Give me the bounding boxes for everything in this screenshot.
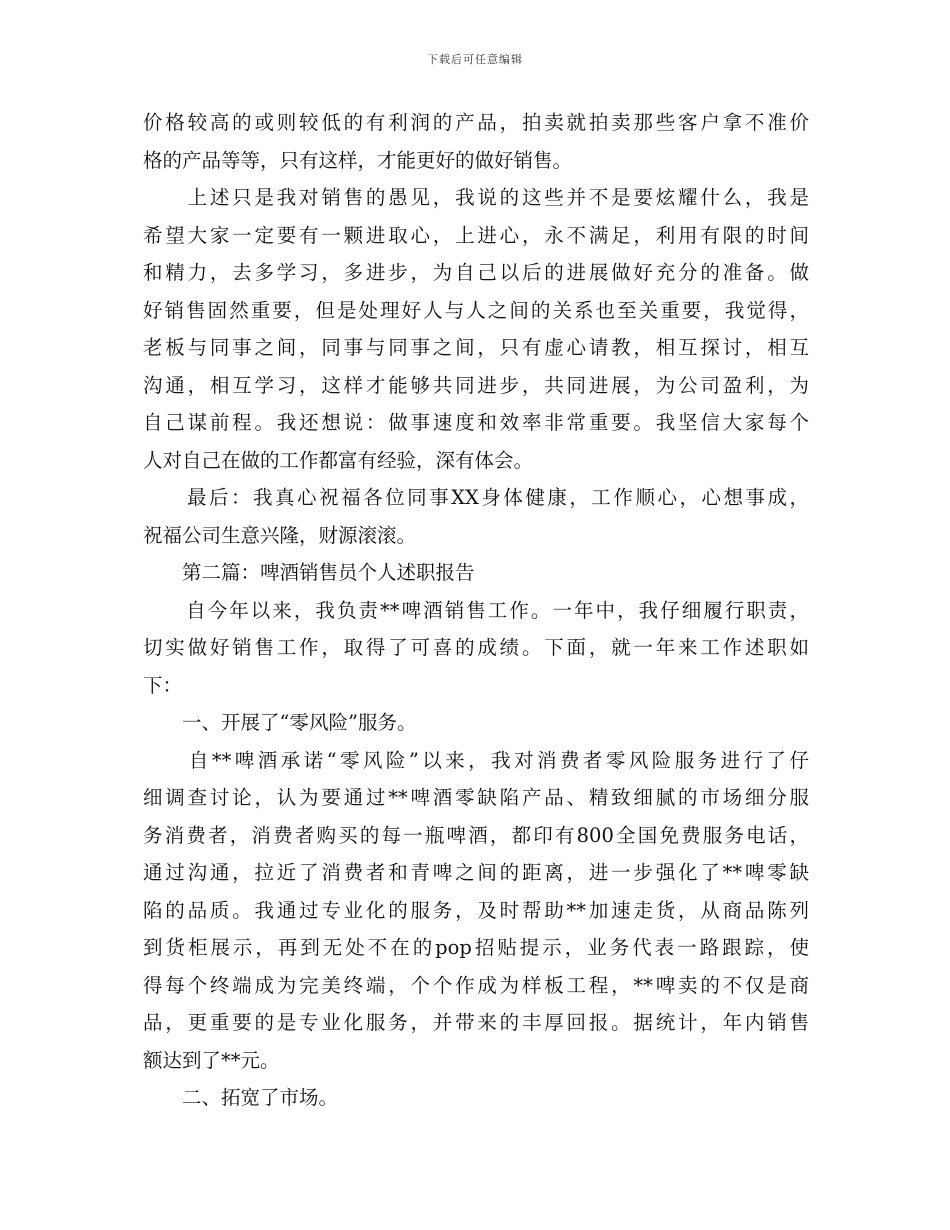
- subsection-heading: 一、开展了“零风险”服务。: [143, 711, 417, 734]
- text-line: 沟通，相互学习，这样才能够共同进步，共同进展，为公司盈利，为: [143, 373, 809, 397]
- page-header: 下载后可任意编辑: [427, 53, 523, 66]
- text-line: 人对自己在做的工作都富有经验，深有体会。: [143, 448, 534, 472]
- text-line: 价格较高的或则较低的有利润的产品，拍卖就拍卖那些客户拿不准价: [143, 111, 809, 134]
- text-line: 通过沟通，拉近了消费者和青啤之间的距离，进一步强化了**啤零缺: [143, 861, 809, 884]
- text-line: 和精力，去多学习，多进步，为自己以后的进展做好充分的准备。做: [143, 261, 809, 284]
- text-line: 自己谋前程。我还想说：做事速度和效率非常重要。我坚信大家每个: [143, 411, 809, 434]
- text-line: 自**啤酒承诺“零风险”以来，我对消费者零风险服务进行了仔: [143, 748, 809, 772]
- text-line: 好销售固然重要，但是处理好人与人之间的关系也至关重要，我觉得，: [143, 298, 809, 322]
- subsection-heading: 二、拓宽了市场。: [143, 1086, 339, 1109]
- section-heading: 第二篇：啤酒销售员个人述职报告: [143, 561, 475, 584]
- text-line: 额达到了**元。: [143, 1048, 280, 1072]
- text-line: 祝福公司生意兴隆，财源滚滚。: [143, 523, 417, 547]
- text-line: 务消费者，消费者购买的每一瓶啤酒，都印有800全国免费服务电话，: [143, 823, 809, 847]
- text-line: 自今年以来，我负责**啤酒销售工作。一年中，我仔细履行职责，: [143, 598, 809, 622]
- text-line: 希望大家一定要有一颗进取心，上进心，永不满足，利用有限的时间: [143, 223, 809, 247]
- text-line: 细调查讨论，认为要通过**啤酒零缺陷产品、精致细腻的市场细分服: [143, 786, 809, 809]
- text-line: 得每个终端成为完美终端，个个作成为样板工程，**啤卖的不仅是商: [143, 973, 809, 997]
- text-line: 陷的品质。我通过专业化的服务，及时帮助**加速走货，从商品陈列: [143, 898, 809, 922]
- text-line: 品，更重要的是专业化服务，并带来的丰厚回报。据统计，年内销售: [143, 1011, 809, 1034]
- text-line: 到货柜展示，再到无处不在的pop招贴提示，业务代表一路跟踪，使: [143, 936, 809, 959]
- text-line: 切实做好销售工作，取得了可喜的成绩。下面，就一年来工作述职如: [143, 636, 809, 659]
- text-line: 最后：我真心祝福各位同事XX身体健康，工作顺心，心想事成，: [143, 486, 809, 509]
- text-line: 格的产品等等，只有这样，才能更好的做好销售。: [143, 148, 573, 172]
- text-line: 下：: [143, 673, 183, 697]
- text-line: 上述只是我对销售的愚见，我说的这些并不是要炫耀什么，我是: [143, 186, 809, 209]
- text-line: 老板与同事之间，同事与同事之间，只有虚心请教，相互探讨，相互: [143, 336, 809, 359]
